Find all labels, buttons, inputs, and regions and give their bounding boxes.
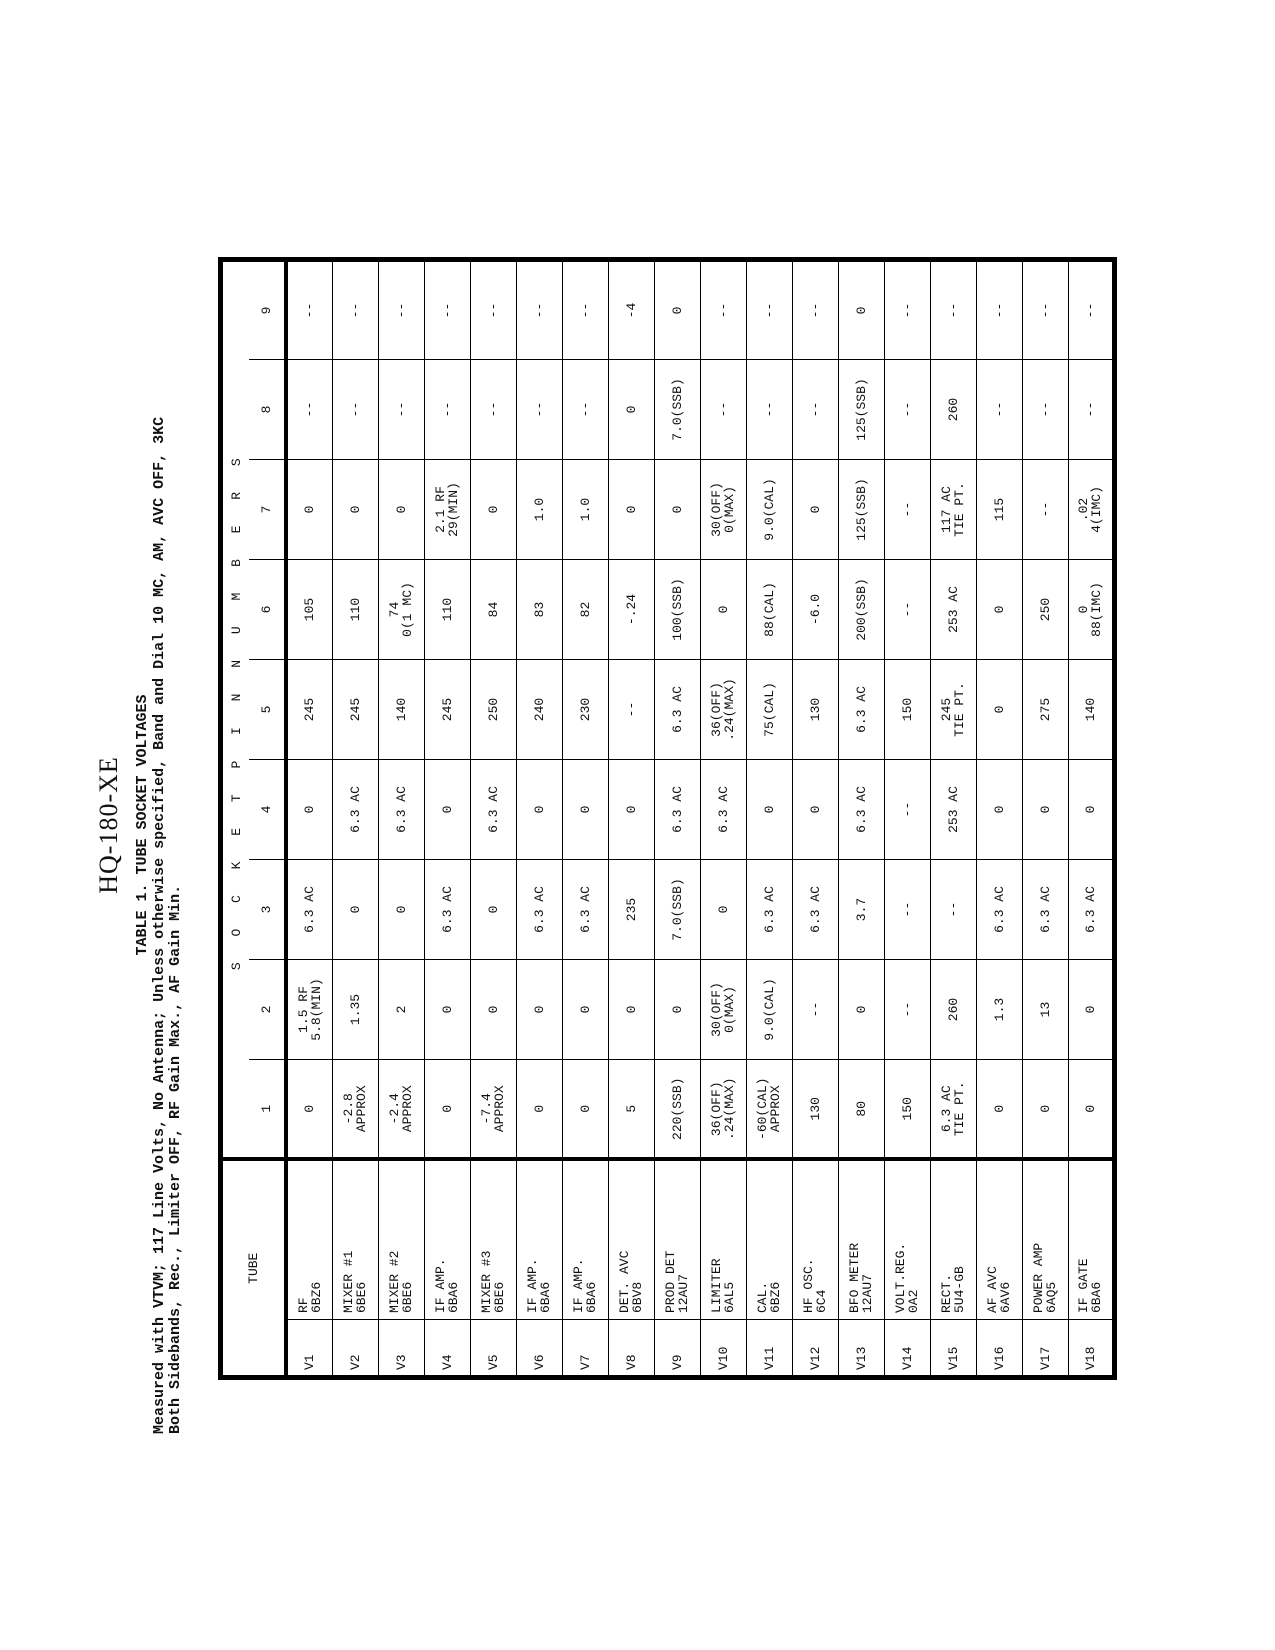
voltage-cell: 6.3 AC <box>838 660 884 760</box>
voltage-cell: -- <box>700 360 746 460</box>
table-row <box>976 259 1022 1377</box>
voltage-cell: 6.3 AC <box>654 760 700 860</box>
voltage-cell: -2.8 APPROX <box>332 1060 378 1160</box>
voltage-cell: 1.0 <box>562 460 608 560</box>
voltage-cell: 6.3 AC TIE PT. <box>930 1060 976 1160</box>
voltage-cell: 6.3 AC <box>792 860 838 960</box>
voltage-cell: 0 <box>838 259 884 359</box>
voltage-cell: 6.3 AC <box>700 760 746 860</box>
voltage-cell: 0 <box>976 1060 1022 1160</box>
voltage-cell: 260 <box>930 360 976 460</box>
voltage-cell: 105 <box>286 560 332 660</box>
voltage-cell: 250 <box>1022 560 1068 660</box>
voltage-cell: -- <box>332 360 378 460</box>
voltage-cell: 260 <box>930 960 976 1060</box>
voltage-cell: 0 <box>516 760 562 860</box>
voltage-cell: 84 <box>470 560 516 660</box>
voltage-cell: 0 <box>470 860 516 960</box>
table-row <box>470 259 516 1377</box>
voltage-cell: 6.3 AC <box>378 760 424 860</box>
voltage-cell: 130 <box>792 660 838 760</box>
voltage-cell: 0 <box>838 960 884 1060</box>
voltage-cell: 0 <box>424 760 470 860</box>
voltage-cell: -- <box>884 960 930 1060</box>
voltage-cell: 6.3 AC <box>1068 860 1114 960</box>
voltage-cell: -- <box>884 760 930 860</box>
table-row <box>562 259 608 1377</box>
voltage-cell: -- <box>884 860 930 960</box>
pin-number-header: 6 <box>249 560 286 660</box>
voltage-cell: 0 <box>654 460 700 560</box>
pin-number-header: 3 <box>249 860 286 960</box>
voltage-cell: -- <box>378 259 424 359</box>
voltage-cell: 0 <box>562 1060 608 1160</box>
voltage-cell: 0 <box>562 960 608 1060</box>
voltage-cell: 0 <box>792 460 838 560</box>
voltage-cell: 0 <box>332 460 378 560</box>
voltage-cell: -4 <box>608 259 654 359</box>
voltage-cell: -- <box>1022 360 1068 460</box>
tube-designator: V12 <box>792 1320 838 1378</box>
tube-designator: V18 <box>1068 1320 1114 1378</box>
voltage-cell: -- <box>516 259 562 359</box>
voltage-cell: 13 <box>1022 960 1068 1060</box>
voltage-cell: 0 <box>378 860 424 960</box>
voltage-cell: 245 TIE PT. <box>930 660 976 760</box>
voltage-cell: -- <box>792 360 838 460</box>
tube-function-type: LIMITER 6AL5 <box>700 1160 746 1320</box>
model-title: HQ-180-XE <box>94 756 123 894</box>
table-row <box>654 259 700 1377</box>
tube-designator: V8 <box>608 1320 654 1378</box>
tube-designator: V6 <box>516 1320 562 1378</box>
tube-function-type: MIXER #2 6BE6 <box>378 1160 424 1320</box>
voltage-cell: -- <box>516 360 562 460</box>
tube-designator: V3 <box>378 1320 424 1378</box>
voltage-cell: 1.3 <box>976 960 1022 1060</box>
voltage-cell: 6.3 AC <box>1022 860 1068 960</box>
tube-designator: V16 <box>976 1320 1022 1378</box>
voltage-cell: 150 <box>884 1060 930 1160</box>
voltage-cell: 36(OFF) .24(MAX) <box>700 1060 746 1160</box>
voltage-cell: 0 <box>332 860 378 960</box>
voltage-cell: 6.3 AC <box>424 860 470 960</box>
voltage-cell: 30(OFF) 0(MAX) <box>700 460 746 560</box>
pin-number-header: 1 <box>249 1060 286 1160</box>
voltage-cell: 2 <box>378 960 424 1060</box>
voltage-cell: -- <box>286 360 332 460</box>
tube-designator: V10 <box>700 1320 746 1378</box>
voltage-cell: -- <box>976 259 1022 359</box>
pin-number-header: 5 <box>249 660 286 760</box>
voltage-cell: 220(SSB) <box>654 1060 700 1160</box>
voltage-cell: -2.4 APPROX <box>378 1060 424 1160</box>
voltage-cell: -- <box>424 360 470 460</box>
voltage-cell: 125(SSB) <box>838 360 884 460</box>
voltage-cell: 0 <box>424 960 470 1060</box>
voltage-cell: -- <box>884 560 930 660</box>
tube-function-type: IF AMP. 6BA6 <box>562 1160 608 1320</box>
tube-function-type: BFO METER 12AU7 <box>838 1160 884 1320</box>
table-row <box>746 259 792 1377</box>
voltage-cell: -- <box>608 660 654 760</box>
voltage-cell: -- <box>884 360 930 460</box>
voltage-cell: 117 AC TIE PT. <box>930 460 976 560</box>
voltage-cell: 0 88(IMC) <box>1068 560 1114 660</box>
voltage-cell: 140 <box>1068 660 1114 760</box>
voltage-cell: 6.3 AC <box>332 760 378 860</box>
voltage-cell: 9.0(CAL) <box>746 960 792 1060</box>
voltage-cell: 245 <box>424 660 470 760</box>
voltage-cell: 0 <box>1022 1060 1068 1160</box>
voltage-cell: -- <box>884 259 930 359</box>
voltage-cell: -- <box>562 360 608 460</box>
tube-function-type: RECT. 5U4-GB <box>930 1160 976 1320</box>
voltage-cell: 275 <box>1022 660 1068 760</box>
voltage-cell: 0 <box>424 1060 470 1160</box>
pin-number-header: 7 <box>249 460 286 560</box>
tube-designator: V4 <box>424 1320 470 1378</box>
table-row <box>930 259 976 1377</box>
voltage-cell: 0 <box>378 460 424 560</box>
table-row <box>838 259 884 1377</box>
voltage-cell: 82 <box>562 560 608 660</box>
voltage-cell: 0 <box>608 360 654 460</box>
voltage-cell: -- <box>746 259 792 359</box>
voltage-cell: -- <box>976 360 1022 460</box>
voltage-cell: 0 <box>976 760 1022 860</box>
tube-designator: V15 <box>930 1320 976 1378</box>
voltage-cell: 30(OFF) 0(MAX) <box>700 960 746 1060</box>
voltage-cell: 1.35 <box>332 960 378 1060</box>
tube-function-type: PROD DET 12AU7 <box>654 1160 700 1320</box>
voltage-cell: 130 <box>792 1060 838 1160</box>
voltage-cell: 6.3 AC <box>746 860 792 960</box>
voltage-cell: 0 <box>976 560 1022 660</box>
voltage-cell: 83 <box>516 560 562 660</box>
tube-function-type: MIXER #1 6BE6 <box>332 1160 378 1320</box>
voltage-cell: 125(SSB) <box>838 460 884 560</box>
voltage-cell: 115 <box>976 460 1022 560</box>
voltage-cell: 6.3 AC <box>562 860 608 960</box>
voltage-cell: -- <box>1022 259 1068 359</box>
tube-designator: V5 <box>470 1320 516 1378</box>
voltage-cell: -7.4 APPROX <box>470 1060 516 1160</box>
tube-function-type: HF OSC. 6C4 <box>792 1160 838 1320</box>
voltage-cell: 0 <box>608 960 654 1060</box>
tube-designator: V9 <box>654 1320 700 1378</box>
tube-function-type: AF AVC 6AV6 <box>976 1160 1022 1320</box>
voltage-cell: 253 AC <box>930 760 976 860</box>
socket-pin-numbers-header: S O C K E T P I N N U M B E R S <box>221 259 250 1159</box>
voltage-cell: -- <box>930 259 976 359</box>
tube-column-header: TUBE <box>221 1160 287 1378</box>
voltage-cell: -- <box>378 360 424 460</box>
tube-designator: V13 <box>838 1320 884 1378</box>
voltage-cell: 6.3 AC <box>976 860 1022 960</box>
voltage-cell: 0 <box>654 960 700 1060</box>
voltage-cell: -.24 <box>608 560 654 660</box>
voltage-cell: -- <box>562 259 608 359</box>
voltage-cell: 75(CAL) <box>746 660 792 760</box>
voltage-cell: 7.0(SSB) <box>654 860 700 960</box>
table-row <box>1022 259 1068 1377</box>
voltage-cell: 0 <box>700 560 746 660</box>
measurement-conditions: Measured with VTVM; 117 Line Volts, No Antenna; Unless otherwise specified, Band and Dial 10 MC, AM, AVC OFF, 3KC Both Sidebands, Rec., Limiter OFF, RF Gain Max., AF Gain Min. <box>151 416 184 1434</box>
table-row <box>516 259 562 1377</box>
voltage-cell: 110 <box>332 560 378 660</box>
voltage-cell: 36(OFF) .24(MAX) <box>700 660 746 760</box>
voltage-cell: 0 <box>516 1060 562 1160</box>
tube-designator: V1 <box>286 1320 332 1378</box>
voltage-cell: -60(CAL) APPROX <box>746 1060 792 1160</box>
voltage-cell: 253 AC <box>930 560 976 660</box>
voltage-cell: 0 <box>286 760 332 860</box>
voltage-cell: 9.0(CAL) <box>746 460 792 560</box>
tube-function-type: IF GATE 6BA6 <box>1068 1160 1114 1320</box>
voltage-cell: -- <box>746 360 792 460</box>
voltage-cell: -- <box>470 360 516 460</box>
voltage-cell: -- <box>792 259 838 359</box>
voltage-cell: 6.3 AC <box>470 760 516 860</box>
voltage-cell: -- <box>424 259 470 359</box>
voltage-cell: 0 <box>516 960 562 1060</box>
voltage-cell: 0 <box>286 1060 332 1160</box>
tube-function-type: CAL. 6BZ6 <box>746 1160 792 1320</box>
tube-designator: V14 <box>884 1320 930 1378</box>
voltage-cell: 245 <box>286 660 332 760</box>
voltage-cell: 5 <box>608 1060 654 1160</box>
voltage-cell: 74 0(1 MC) <box>378 560 424 660</box>
voltage-cell: .02 4(IMC) <box>1068 460 1114 560</box>
tube-designator: V17 <box>1022 1320 1068 1378</box>
tube-function-type: MIXER #3 6BE6 <box>470 1160 516 1320</box>
voltage-cell: -- <box>792 960 838 1060</box>
voltage-cell: -6.0 <box>792 560 838 660</box>
voltage-cell: 6.3 AC <box>286 860 332 960</box>
table-row <box>700 259 746 1377</box>
table-row <box>608 259 654 1377</box>
voltage-cell: 0 <box>654 259 700 359</box>
voltage-cell: 100(SSB) <box>654 560 700 660</box>
voltage-cell: 0 <box>608 760 654 860</box>
tube-designator: V2 <box>332 1320 378 1378</box>
voltage-cell: 7.0(SSB) <box>654 360 700 460</box>
tube-function-type: IF AMP. 6BA6 <box>424 1160 470 1320</box>
voltage-cell: -- <box>884 460 930 560</box>
voltage-cell: 0 <box>792 760 838 860</box>
voltage-cell: 6.3 AC <box>516 860 562 960</box>
voltage-cell: 250 <box>470 660 516 760</box>
tube-socket-voltage-table <box>218 257 1117 1380</box>
pin-number-header: 4 <box>249 760 286 860</box>
voltage-cell: 0 <box>1068 760 1114 860</box>
table-row <box>1068 259 1114 1377</box>
tube-designator: V7 <box>562 1320 608 1378</box>
tube-function-type: DET. AVC 6BV8 <box>608 1160 654 1320</box>
voltage-cell: -- <box>1022 460 1068 560</box>
voltage-cell: 80 <box>838 1060 884 1160</box>
voltage-cell: 230 <box>562 660 608 760</box>
table-title: TABLE 1. TUBE SOCKET VOLTAGES <box>134 694 151 956</box>
pin-number-header: 2 <box>249 960 286 1060</box>
voltage-cell: -- <box>1068 360 1114 460</box>
voltage-cell: 0 <box>470 960 516 1060</box>
pin-number-header: 8 <box>249 360 286 460</box>
tube-function-type: VOLT.REG. 0A2 <box>884 1160 930 1320</box>
voltage-cell: 0 <box>746 760 792 860</box>
voltage-cell: 0 <box>1068 960 1114 1060</box>
voltage-cell: 0 <box>1068 1060 1114 1160</box>
voltage-cell: 140 <box>378 660 424 760</box>
voltage-cell: 2.1 RF 29(MIN) <box>424 460 470 560</box>
tube-function-type: POWER AMP 6AQ5 <box>1022 1160 1068 1320</box>
tube-designator: V11 <box>746 1320 792 1378</box>
voltage-cell: 235 <box>608 860 654 960</box>
table-row <box>884 259 930 1377</box>
voltage-cell: 0 <box>286 460 332 560</box>
table-body <box>286 259 1114 1377</box>
voltage-cell: 1.5 RF 5.8(MIN) <box>286 960 332 1060</box>
tube-function-type: RF 6BZ6 <box>286 1160 332 1320</box>
voltage-cell: -- <box>332 259 378 359</box>
voltage-cell: 88(CAL) <box>746 560 792 660</box>
voltage-cell: -- <box>1068 259 1114 359</box>
voltage-cell: -- <box>700 259 746 359</box>
voltage-cell: 0 <box>562 760 608 860</box>
voltage-cell: -- <box>286 259 332 359</box>
voltage-cell: 245 <box>332 660 378 760</box>
table-row <box>792 259 838 1377</box>
voltage-cell: 6.3 AC <box>838 760 884 860</box>
voltage-cell: 0 <box>470 460 516 560</box>
table-row <box>378 259 424 1377</box>
voltage-cell: 0 <box>1022 760 1068 860</box>
voltage-cell: -- <box>930 860 976 960</box>
voltage-cell: 0 <box>976 660 1022 760</box>
voltage-cell: 200(SSB) <box>838 560 884 660</box>
table-row <box>286 259 332 1377</box>
table-row <box>424 259 470 1377</box>
voltage-cell: 0 <box>700 860 746 960</box>
voltage-cell: 1.0 <box>516 460 562 560</box>
pin-number-header: 9 <box>249 259 286 359</box>
voltage-cell: 240 <box>516 660 562 760</box>
voltage-cell: 3.7 <box>838 860 884 960</box>
tube-function-type: IF AMP. 6BA6 <box>516 1160 562 1320</box>
table-row <box>332 259 378 1377</box>
voltage-cell: 0 <box>608 460 654 560</box>
voltage-cell: -- <box>470 259 516 359</box>
voltage-cell: 6.3 AC <box>654 660 700 760</box>
voltage-cell: 110 <box>424 560 470 660</box>
voltage-cell: 150 <box>884 660 930 760</box>
